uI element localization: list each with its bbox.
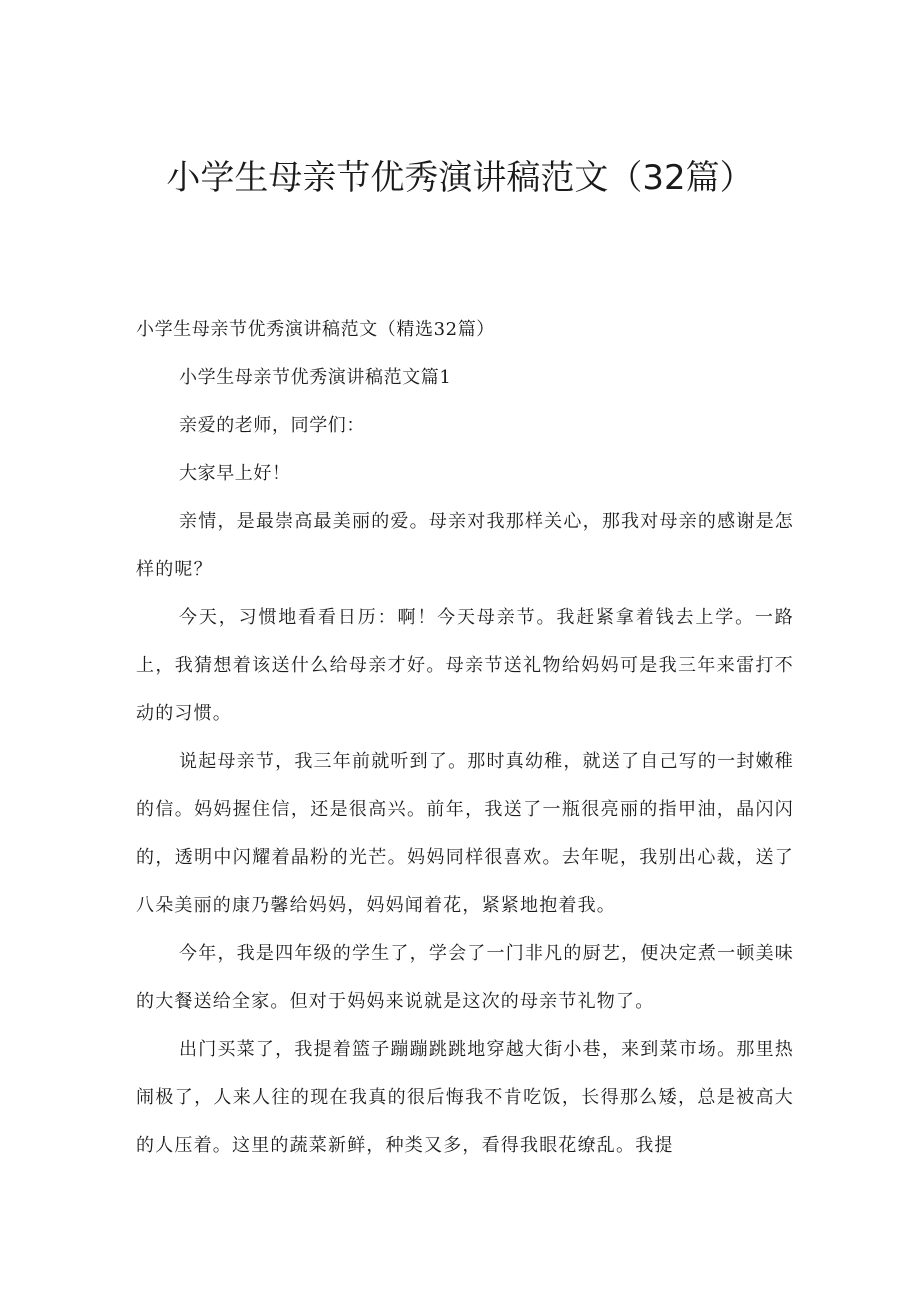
paragraph-2: 今天，习惯地看看日历：啊！今天母亲节。我赶紧拿着钱去上学。一路上，我猜想着该送什么给母亲才好。母亲节送礼物给妈妈可是我三年来雷打不动的习惯。 bbox=[136, 607, 794, 724]
document-body bbox=[136, 306, 794, 1170]
paragraph-4: 今年，我是四年级的学生了，学会了一门非凡的厨艺，便决定煮一顿美味的大餐送给全家。但对于妈妈来说就是这次的母亲节礼物了。 bbox=[136, 943, 794, 1012]
paragraph-3: 说起母亲节，我三年前就听到了。那时真幼稚，就送了自己写的一封嫩稚的信。妈妈握住信，还是很高兴。前年，我送了一瓶很亮丽的指甲油，晶闪闪的，透明中闪耀着晶粉的光芒。妈妈同样很喜欢。去年呢，我别出心裁，送了八朵美丽的康乃馨给妈妈，妈妈闻着花，紧紧地抱着我。 bbox=[136, 751, 794, 916]
document-title: 小学生母亲节优秀演讲稿范文（32篇） bbox=[166, 158, 754, 198]
section-heading: 小学生母亲节优秀演讲稿范文篇1 bbox=[179, 367, 452, 388]
salutation: 大家早上好！ bbox=[179, 463, 291, 484]
document-subtitle: 小学生母亲节优秀演讲稿范文（精选32篇） bbox=[136, 319, 495, 340]
paragraph-1: 亲情，是最崇高最美丽的爱。母亲对我那样关心，那我对母亲的感谢是怎样的呢？ bbox=[136, 511, 794, 580]
paragraph-5: 出门买菜了，我提着篮子蹦蹦跳跳地穿越大街小巷，来到菜市场。那里热闹极了，人来人往的现在我真的很后悔我不肯吃饭，长得那么矮，总是被高大的人压着。这里的蔬菜新鲜，种类又多，看得我眼花缭乱。我提 bbox=[136, 1039, 794, 1156]
greeting: 亲爱的老师，同学们： bbox=[179, 415, 365, 436]
